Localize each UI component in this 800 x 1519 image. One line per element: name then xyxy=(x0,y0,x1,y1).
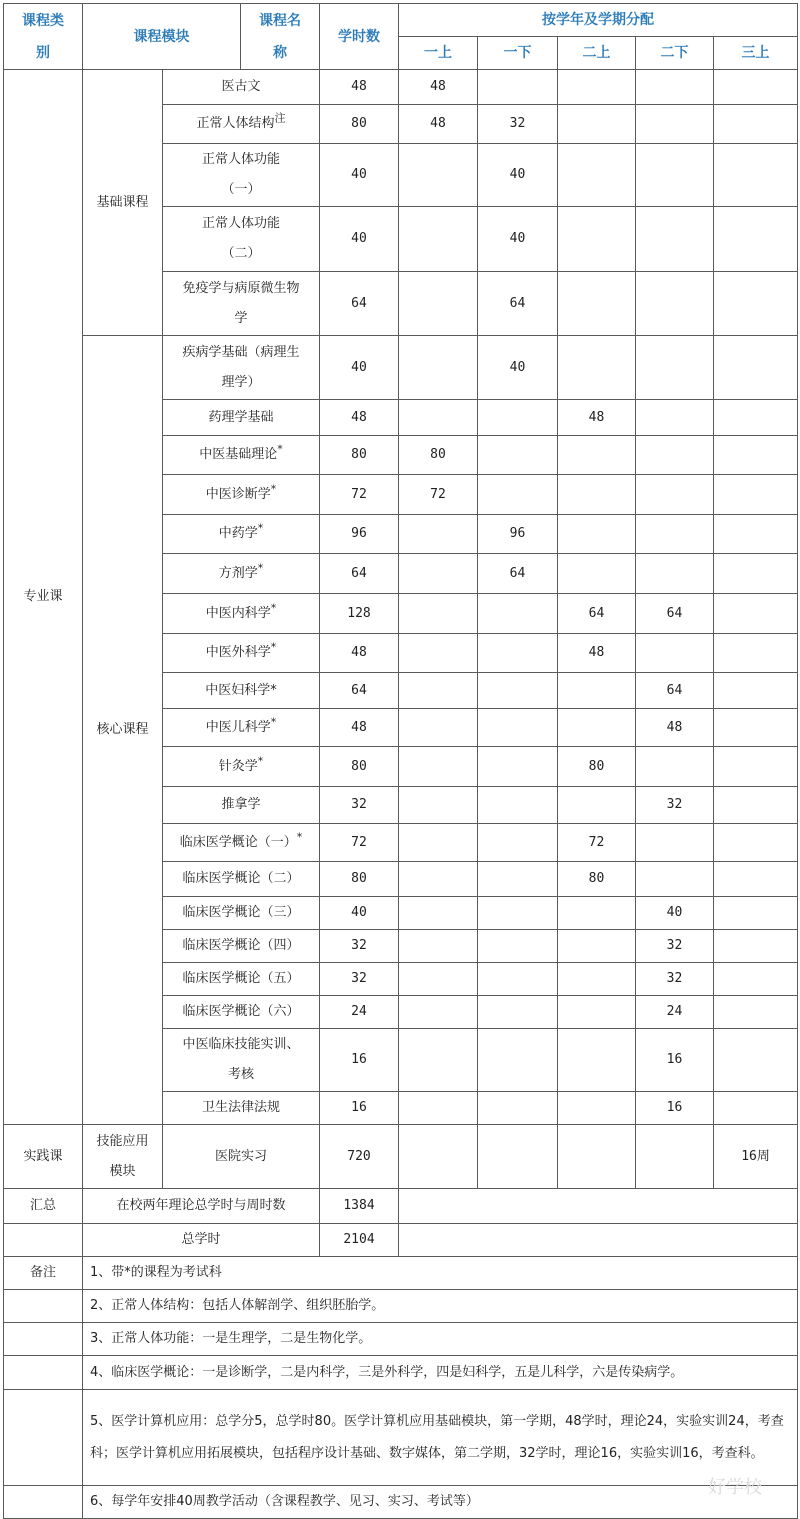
course-name: 临床医学概论（五） xyxy=(163,963,320,996)
semester-hours xyxy=(558,336,636,400)
summary-value: 2104 xyxy=(320,1224,399,1257)
semester-hours xyxy=(558,105,636,144)
semester-hours xyxy=(399,207,478,272)
semester-hours xyxy=(399,824,478,862)
course-name: 药理学基础 xyxy=(163,400,320,436)
course-name: 免疫学与病原微生物 学 xyxy=(163,272,320,336)
semester-hours: 48 xyxy=(399,105,478,144)
semester-hours: 16 xyxy=(636,1092,714,1125)
course-name: 针灸学* xyxy=(163,747,320,787)
semester-hours xyxy=(714,207,798,272)
semester-hours xyxy=(636,862,714,897)
course-name: 临床医学概论（二） xyxy=(163,862,320,897)
note-row xyxy=(4,1390,798,1486)
course-hours: 40 xyxy=(320,144,399,207)
semester-hours xyxy=(636,475,714,515)
course-name: 推拿学 xyxy=(163,787,320,824)
course-name: 中医外科学* xyxy=(163,634,320,673)
module-basic: 基础课程 xyxy=(83,70,163,336)
semester-hours xyxy=(636,336,714,400)
semester-hours xyxy=(714,963,798,996)
semester-hours xyxy=(478,824,558,862)
course-name: 中医内科学* xyxy=(163,594,320,634)
semester-hours: 32 xyxy=(478,105,558,144)
semester-hours xyxy=(478,673,558,709)
course-hours: 80 xyxy=(320,436,399,475)
semester-hours xyxy=(478,747,558,787)
semester-hours xyxy=(714,70,798,105)
course-name: 中医诊断学* xyxy=(163,475,320,515)
semester-hours xyxy=(478,70,558,105)
semester-hours xyxy=(636,105,714,144)
course-hours: 128 xyxy=(320,594,399,634)
semester-hours xyxy=(558,272,636,336)
semester-hours xyxy=(558,1092,636,1125)
course-name: 正常人体结构$^注$ xyxy=(163,105,320,144)
semester-hours xyxy=(636,70,714,105)
module-practice: 技能应用 模块 xyxy=(83,1125,163,1189)
course-name: 临床医学概论（四） xyxy=(163,930,320,963)
header-row-1 xyxy=(4,4,798,37)
semester-hours xyxy=(478,709,558,747)
course-name: 临床医学概论（三） xyxy=(163,897,320,930)
semester-hours xyxy=(399,634,478,673)
semester-hours xyxy=(558,963,636,996)
semester-hours: 40 xyxy=(478,144,558,207)
semester-hours: 72 xyxy=(399,475,478,515)
course-hours: 64 xyxy=(320,272,399,336)
semester-hours xyxy=(399,515,478,554)
semester-hours xyxy=(478,475,558,515)
semester-hours xyxy=(478,930,558,963)
course-mark: * xyxy=(270,482,277,496)
course-hours: 32 xyxy=(320,963,399,996)
semester-hours: 40 xyxy=(478,336,558,400)
semester-hours xyxy=(399,1092,478,1125)
semester-hours xyxy=(714,1092,798,1125)
note-text: 1、带*的课程为考试科 xyxy=(83,1257,798,1290)
semester-hours xyxy=(714,787,798,824)
semester-hours: 80 xyxy=(558,862,636,897)
semester-hours: 32 xyxy=(636,787,714,824)
semester-hours xyxy=(399,594,478,634)
semester-hours xyxy=(636,144,714,207)
header-semester: 二下 xyxy=(636,37,714,70)
semester-hours xyxy=(558,930,636,963)
course-hours: 16 xyxy=(320,1029,399,1092)
course-mark: * xyxy=(257,521,264,535)
category-practice: 实践课 xyxy=(4,1125,83,1189)
header-semester: 三上 xyxy=(714,37,798,70)
summary-label: 在校两年理论总学时与周时数 xyxy=(83,1189,320,1224)
course-hours: 80 xyxy=(320,747,399,787)
course-name: 医院实习 xyxy=(163,1125,320,1189)
semester-hours xyxy=(558,897,636,930)
semester-hours xyxy=(714,1029,798,1092)
semester-hours xyxy=(558,787,636,824)
semester-hours xyxy=(478,594,558,634)
semester-hours xyxy=(399,787,478,824)
semester-hours xyxy=(714,475,798,515)
watermark-logo: 好学校 xyxy=(708,1477,762,1497)
note-text: 2、正常人体结构：包括人体解剖学、组织胚胎学。 xyxy=(83,1290,798,1323)
module-core: 核心课程 xyxy=(83,336,163,1125)
course-hours: 24 xyxy=(320,996,399,1029)
practice-row xyxy=(4,1125,798,1189)
semester-hours xyxy=(478,634,558,673)
semester-hours: 32 xyxy=(636,963,714,996)
remarks-label: 备注 xyxy=(4,1257,83,1290)
course-name: 医古文 xyxy=(163,70,320,105)
semester-hours xyxy=(399,862,478,897)
semester-hours: 64 xyxy=(478,272,558,336)
course-name: 中药学* xyxy=(163,515,320,554)
course-hours: 32 xyxy=(320,930,399,963)
semester-hours xyxy=(636,515,714,554)
semester-hours xyxy=(478,996,558,1029)
course-hours: 72 xyxy=(320,824,399,862)
course-mark: * xyxy=(257,561,264,575)
semester-hours xyxy=(636,634,714,673)
note-row xyxy=(4,1257,798,1290)
semester-hours xyxy=(478,1092,558,1125)
semester-hours xyxy=(399,897,478,930)
semester-hours xyxy=(714,105,798,144)
semester-hours xyxy=(558,709,636,747)
course-hours: 16 xyxy=(320,1092,399,1125)
course-name: 正常人体功能 （一） xyxy=(163,144,320,207)
semester-hours: 80 xyxy=(558,747,636,787)
category-summary: 汇总 xyxy=(4,1189,83,1224)
semester-hours xyxy=(714,709,798,747)
course-mark: * xyxy=(270,715,277,729)
semester-hours xyxy=(714,673,798,709)
semester-hours xyxy=(714,272,798,336)
semester-hours xyxy=(399,709,478,747)
semester-hours xyxy=(399,747,478,787)
semester-hours xyxy=(636,747,714,787)
semester-hours xyxy=(478,862,558,897)
summary-label: 总学时 xyxy=(83,1224,320,1257)
semester-hours xyxy=(558,1125,636,1189)
semester-hours xyxy=(558,144,636,207)
header-hours: 学时数 xyxy=(320,4,399,70)
course-hours: 64 xyxy=(320,673,399,709)
semester-hours xyxy=(399,996,478,1029)
semester-hours: 96 xyxy=(478,515,558,554)
course-hours: 32 xyxy=(320,787,399,824)
semester-hours: 40 xyxy=(478,207,558,272)
course-mark: * xyxy=(296,830,303,844)
course-name: 正常人体功能 （二） xyxy=(163,207,320,272)
semester-hours xyxy=(399,272,478,336)
course-hours: 48 xyxy=(320,400,399,436)
semester-hours xyxy=(558,436,636,475)
note-text: 6、每学年安排40周教学活动（含课程教学、见习、实习、考试等） xyxy=(83,1486,798,1519)
semester-hours xyxy=(714,996,798,1029)
course-hours: 72 xyxy=(320,475,399,515)
semester-hours xyxy=(399,554,478,594)
semester-hours xyxy=(558,475,636,515)
course-mark: * xyxy=(270,640,277,654)
semester-hours xyxy=(558,996,636,1029)
semester-hours xyxy=(636,400,714,436)
semester-hours: 72 xyxy=(558,824,636,862)
course-name: 方剂学* xyxy=(163,554,320,594)
semester-hours xyxy=(714,824,798,862)
course-hours: 48 xyxy=(320,709,399,747)
semester-hours xyxy=(714,336,798,400)
note-row xyxy=(4,1290,798,1323)
semester-hours: 64 xyxy=(478,554,558,594)
semester-hours: 48 xyxy=(558,634,636,673)
semester-hours xyxy=(399,963,478,996)
summary-row xyxy=(4,1189,798,1224)
semester-hours xyxy=(399,673,478,709)
summary-value: 1384 xyxy=(320,1189,399,1224)
semester-hours: 32 xyxy=(636,930,714,963)
semester-hours xyxy=(714,515,798,554)
course-hours: 64 xyxy=(320,554,399,594)
header-distribution: 按学年及学期分配 xyxy=(399,4,798,37)
semester-hours xyxy=(636,1125,714,1189)
semester-hours xyxy=(636,436,714,475)
semester-hours xyxy=(558,515,636,554)
semester-hours xyxy=(399,1125,478,1189)
course-hours: 40 xyxy=(320,207,399,272)
course-name: 中医儿科学* xyxy=(163,709,320,747)
semester-hours: 48 xyxy=(636,709,714,747)
note-row xyxy=(4,1356,798,1390)
course-hours: 40 xyxy=(320,897,399,930)
semester-hours xyxy=(478,400,558,436)
note-text: 5、医学计算机应用：总学分5，总学时80。医学计算机应用基础模块，第一学期，48学时，理论24，实验实训24，考查科；医学计算机应用拓展模块，包括程序设计基础、数字媒体，第二学期，32学时，理论16，实验实训16，考查科。 xyxy=(83,1390,798,1486)
semester-hours: 16周 xyxy=(714,1125,798,1189)
semester-hours xyxy=(558,1029,636,1092)
course-name: 中医妇科学* xyxy=(163,673,320,709)
semester-hours: 24 xyxy=(636,996,714,1029)
note-row xyxy=(4,1323,798,1356)
course-hours: 40 xyxy=(320,336,399,400)
course-mark: 注 xyxy=(274,111,286,125)
semester-hours: 16 xyxy=(636,1029,714,1092)
header-category: 课程类 别 xyxy=(4,4,83,70)
course-mark: * xyxy=(270,601,277,615)
header-semester: 一上 xyxy=(399,37,478,70)
course-hours: 720 xyxy=(320,1125,399,1189)
semester-hours xyxy=(636,207,714,272)
semester-hours xyxy=(558,207,636,272)
semester-hours xyxy=(558,673,636,709)
semester-hours xyxy=(399,400,478,436)
header-course-name: 课程名 称 xyxy=(241,4,320,70)
semester-hours xyxy=(399,930,478,963)
semester-hours xyxy=(558,70,636,105)
course-mark: * xyxy=(277,442,283,456)
semester-hours: 64 xyxy=(558,594,636,634)
table-row xyxy=(4,70,798,105)
course-mark: * xyxy=(257,754,264,768)
course-name: 中医基础理论* xyxy=(163,436,320,475)
course-name: 中医临床技能实训、 考核 xyxy=(163,1029,320,1092)
header-semester: 二上 xyxy=(558,37,636,70)
note-text: 4、临床医学概论：一是诊断学，二是内科学，三是外科学，四是妇科学，五是儿科学，六是传染病学。 xyxy=(83,1356,798,1390)
semester-hours xyxy=(636,554,714,594)
course-name: 临床医学概论（一）* xyxy=(163,824,320,862)
table-row xyxy=(4,336,798,400)
semester-hours xyxy=(714,862,798,897)
course-name: 卫生法律法规 xyxy=(163,1092,320,1125)
semester-hours xyxy=(714,594,798,634)
semester-hours: 48 xyxy=(399,70,478,105)
course-hours: 48 xyxy=(320,634,399,673)
semester-hours xyxy=(478,1029,558,1092)
semester-hours xyxy=(478,897,558,930)
semester-hours xyxy=(636,272,714,336)
semester-hours xyxy=(714,930,798,963)
header-semester: 一下 xyxy=(478,37,558,70)
semester-hours xyxy=(714,144,798,207)
semester-hours: 80 xyxy=(399,436,478,475)
summary-row xyxy=(4,1224,798,1257)
course-hours: 80 xyxy=(320,862,399,897)
semester-hours xyxy=(714,400,798,436)
course-hours: 48 xyxy=(320,70,399,105)
course-hours: 96 xyxy=(320,515,399,554)
semester-hours xyxy=(714,747,798,787)
semester-hours: 64 xyxy=(636,673,714,709)
semester-hours xyxy=(636,824,714,862)
semester-hours xyxy=(558,554,636,594)
note-row xyxy=(4,1486,798,1519)
semester-hours xyxy=(478,436,558,475)
semester-hours xyxy=(478,963,558,996)
semester-hours xyxy=(399,144,478,207)
semester-hours: 40 xyxy=(636,897,714,930)
note-text: 3、正常人体功能：一是生理学，二是生物化学。 xyxy=(83,1323,798,1356)
semester-hours xyxy=(478,1125,558,1189)
semester-hours xyxy=(714,554,798,594)
semester-hours xyxy=(714,897,798,930)
course-name: 疾病学基础（病理生 理学） xyxy=(163,336,320,400)
category-professional: 专业课 xyxy=(4,70,83,1125)
course-hours: 80 xyxy=(320,105,399,144)
semester-hours xyxy=(399,336,478,400)
curriculum-table xyxy=(3,3,798,1519)
semester-hours xyxy=(399,1029,478,1092)
semester-hours xyxy=(478,787,558,824)
header-module: 课程模块 xyxy=(83,4,241,70)
semester-hours: 48 xyxy=(558,400,636,436)
semester-hours: 64 xyxy=(636,594,714,634)
course-name: 临床医学概论（六） xyxy=(163,996,320,1029)
semester-hours xyxy=(714,436,798,475)
semester-hours xyxy=(714,634,798,673)
